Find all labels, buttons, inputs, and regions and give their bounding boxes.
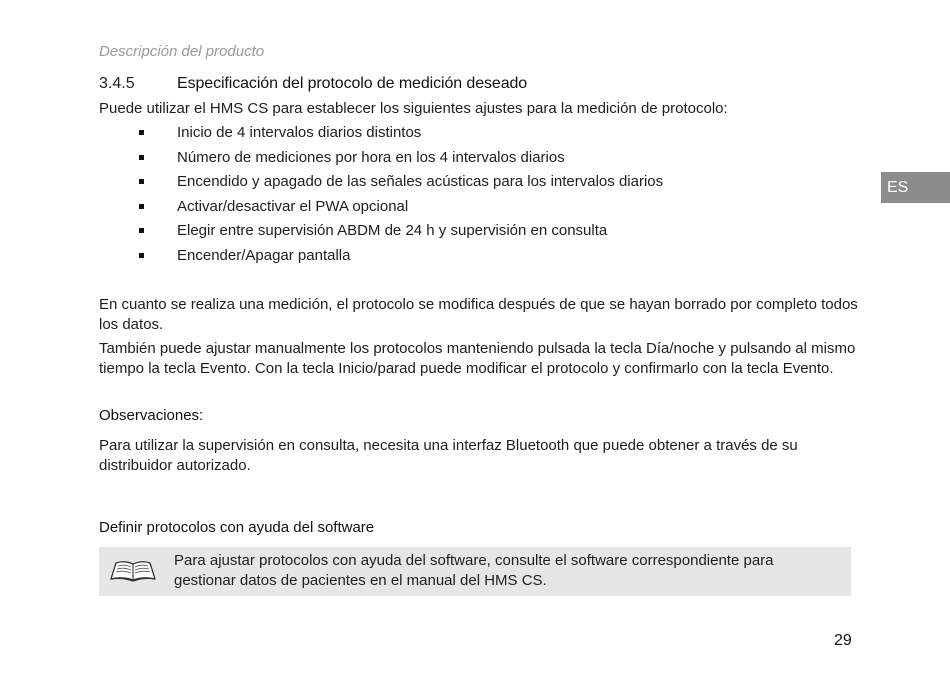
- bullet-text: Encendido y apagado de las señales acústicas para los intervalos diarios: [177, 173, 664, 191]
- bullet-item: [136, 148, 663, 173]
- book-icon: [109, 558, 157, 584]
- bullet-square-icon: [139, 204, 144, 209]
- bullet-item: [136, 197, 663, 222]
- bullet-text: Inicio de 4 intervalos diarios distintos: [177, 124, 422, 141]
- intro-paragraph: Puede utilizar el HMS CS para establecer los siguientes ajustes para la medición de protocolo:: [99, 100, 728, 117]
- bullet-text: Número de mediciones por hora en los 4 intervalos diarios: [177, 148, 565, 166]
- running-header: Descripción del producto: [99, 43, 265, 60]
- page-number: 29: [834, 632, 852, 649]
- bullet-text: Encender/Apagar pantalla: [177, 246, 351, 264]
- bullet-text: Elegir entre supervisión ABDM de 24 h y supervisión en consulta: [177, 222, 608, 240]
- manual-adjust-paragraph: También puede ajustar manualmente los protocolos manteniendo pulsada la tecla Día/noche y pulsando al mismo tiempo la tecla Evento. Con la tecla Inicio/parad puede modificar el protocolo y confirmarlo con la tecla Evento.: [99, 340, 856, 377]
- section-title: Especificación del protocolo de medición deseado: [177, 75, 528, 92]
- observations-text: Para utilizar la supervisión en consulta, necesita una interfaz Bluetooth que puede obtener a través de su distribuidor autorizado.: [99, 437, 798, 474]
- bullet-item: [136, 123, 663, 148]
- software-heading: Definir protocolos con ayuda del software: [99, 519, 375, 536]
- bullet-square-icon: [139, 228, 144, 233]
- bullet-text: Activar/desactivar el PWA opcional: [177, 197, 409, 215]
- note-text: Para ajustar protocolos con ayuda del software, consulte el software correspondiente para gestionar datos de pacientes en el manual del HMS CS.: [174, 552, 774, 589]
- measurement-paragraph: En cuanto se realiza una medición, el protocolo se modifica después de que se hayan borrado por completo todos los datos.: [99, 296, 858, 333]
- bullet-square-icon: [139, 253, 144, 258]
- settings-bullet-list: [136, 123, 663, 271]
- section-number: 3.4.5: [99, 75, 135, 92]
- observations-heading: Observaciones:: [99, 407, 204, 424]
- language-tab: ES: [881, 172, 950, 203]
- bullet-item: [136, 246, 663, 271]
- bullet-square-icon: [139, 155, 144, 160]
- bullet-item: [136, 221, 663, 246]
- bullet-item: [136, 172, 663, 197]
- bullet-square-icon: [139, 179, 144, 184]
- bullet-square-icon: [139, 130, 144, 135]
